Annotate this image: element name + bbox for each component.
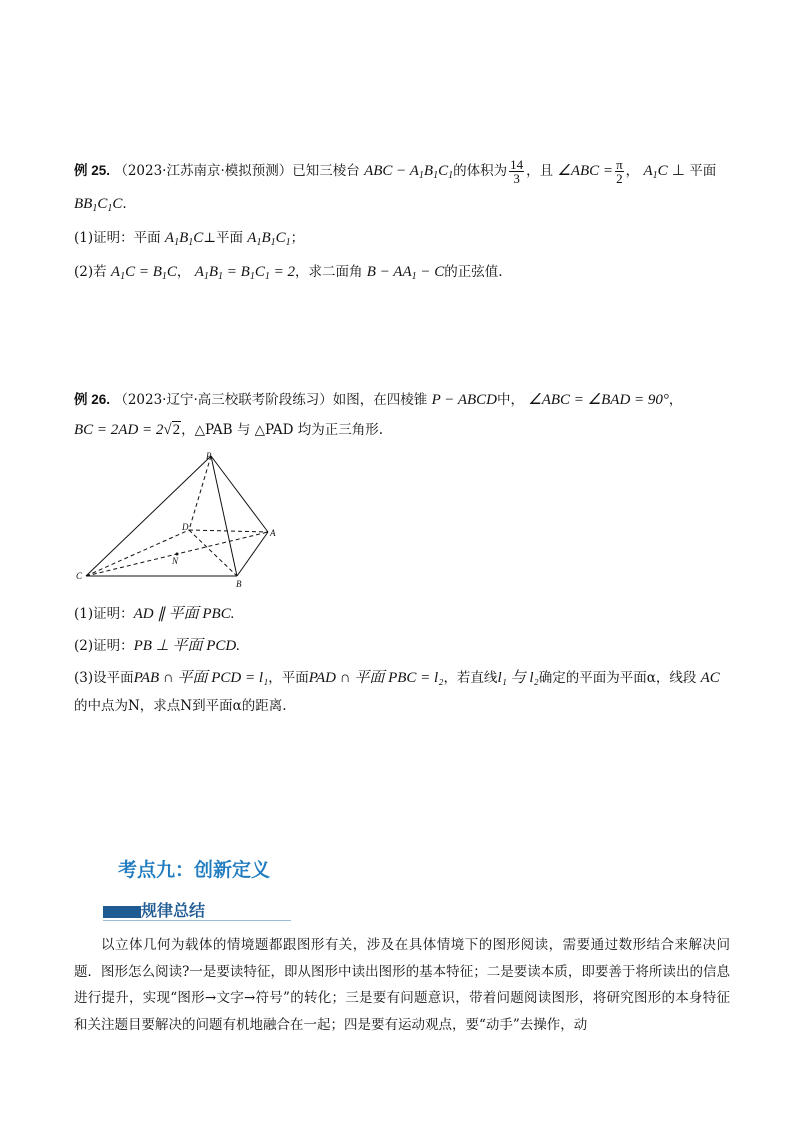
ex26-angles: ∠ABC = ∠BAD = 90° <box>528 392 669 408</box>
ex25-q2-c: 的正弦值. <box>444 264 503 280</box>
ex26-line2 <box>74 420 383 440</box>
ex25-q1 <box>74 228 304 253</box>
ex25-q2-label: (2)若 <box>74 264 107 280</box>
volume-denominator: 3 <box>513 171 520 186</box>
ex26-q3-line2-text: 的中点为N，求点N到平面α的距离. <box>74 698 287 714</box>
ex25-line1: 例 25. （2023·江苏南京·模拟预测）已知三棱台 ABC − $A_1B_1C_1$的体积为 $\frac{14}{3}$ ，且 ∠ABC = $\frac{\pi}{2}$ ， $A_1C$ ⊥ 平面 <box>74 157 717 186</box>
label-d: D <box>182 522 189 532</box>
ex25-line2 <box>74 194 127 219</box>
volume-numerator: 14 <box>510 157 524 172</box>
edge-da <box>189 530 268 532</box>
sqrt-radicand: 2 <box>172 422 181 438</box>
pi-denominator: 2 <box>616 171 623 186</box>
ex26-q2-body: PB ⊥ 平面 PCD. <box>133 638 241 654</box>
pyramid-figure <box>74 448 284 588</box>
ex25-q1-b: ⊥平面 <box>203 230 243 246</box>
pi-numerator: π <box>616 157 623 172</box>
ex26-line1 <box>74 390 682 410</box>
label-b: B <box>236 579 242 588</box>
ex25-q1-a: 平面 <box>133 230 161 246</box>
ex25-q1-end: ； <box>290 230 305 246</box>
ex26-q3-a: (3)设平面 <box>74 670 134 686</box>
ex26-q1 <box>74 604 234 624</box>
ex26-label: 例 26. <box>74 392 111 407</box>
edge-ba <box>237 532 268 576</box>
ex25-intro3: ，且 <box>526 163 554 179</box>
bc-equation: BC = 2AD = 2 <box>74 422 164 438</box>
ex26-intro2: 中， <box>496 392 524 408</box>
volume-fraction <box>509 158 524 185</box>
sqrt-two: √2 <box>163 422 181 438</box>
cond-lengths: $A_1B_1 = B_1C_1 = 2$ <box>194 264 295 282</box>
ex26-q2-label: (2)证明： <box>74 638 134 654</box>
ex25-intro1: 已知三棱台 <box>292 163 360 179</box>
ex25-source: （2023·江苏南京·模拟预测） <box>114 163 293 179</box>
section-title: 考点九：创新定义 <box>118 859 271 881</box>
ex25-q2-a: ， <box>176 264 191 280</box>
ex26-q3-line1 <box>74 668 720 688</box>
label-a: A <box>270 528 276 538</box>
label-c: C <box>76 571 83 581</box>
summary-paragraph: 以立体几何为载体的情境题都跟图形有关，涉及在具体情境下的图形阅读，需要通过数形结合来解决问题．图形怎么阅读?一是要读特征，即从图形中读出图形的基本特征；二是要读本质，即要善于将所读出的信息进行提升，实现“图形→文字→符号”的转化；三是要有问题意识，带着问题阅读图形，将研究图形的本身特征和关注题目要解决的问题有机地融合在一起；四是要有运动观点，要“动手”去操作，动 <box>74 937 730 1033</box>
diag-db <box>189 530 237 576</box>
edge-pc <box>86 456 211 576</box>
ex26-q3-line2 <box>74 696 287 716</box>
ex25-q1-label: (1)证明： <box>74 230 134 246</box>
ex26-intro3: ， <box>668 392 683 408</box>
ex25-q2 <box>74 262 503 287</box>
label-p: P <box>206 451 212 461</box>
pi-fraction <box>615 158 624 185</box>
ex25-intro4: ， <box>625 163 640 179</box>
cond-a1c-b1c: $A_1C = B_1C$ <box>110 264 177 282</box>
ex26-q3-e: ，若直线 <box>443 670 498 686</box>
banner-bar <box>103 906 141 918</box>
banner-rule <box>103 920 291 921</box>
ex26-q3-h: AC <box>700 670 720 686</box>
ex26-q3-d: PAD ∩ 平面 PBC = l₂ <box>308 670 444 686</box>
ex26-intro1: 如图，在四棱锥 <box>332 392 428 408</box>
ex25-label: 例 25. <box>74 163 111 178</box>
pyramid-name: P − ABCD <box>431 392 497 408</box>
ex26-q2 <box>74 636 240 656</box>
ex26-q3-c: ，平面 <box>268 670 309 686</box>
plane-a1b1c: $A_1B_1C$ <box>164 230 204 248</box>
banner-label: 规律总结 <box>141 901 206 920</box>
ex26-q1-label: (1)证明： <box>74 606 134 622</box>
ex25-period: . <box>122 196 127 212</box>
plane-a1b1c1: $A_1B_1C_1$ <box>247 230 291 248</box>
ex26-q1-body: AD ∥ 平面 PBC. <box>133 606 235 622</box>
ex25-intro2: 的体积为 <box>453 163 508 179</box>
plane-bb1c1c: $BB_1C_1C$ <box>74 196 123 214</box>
ex25-q2-b: ，求二面角 <box>294 264 363 280</box>
perp-statement: $A_1C$ <box>643 163 668 181</box>
ex26-q3-g: 确定的平面为平面α，线段 <box>538 670 697 686</box>
summary-banner <box>103 900 291 922</box>
edge-cd <box>86 530 189 576</box>
ex26-triangles: ，△PAB 与 △PAD 均为正三角形. <box>181 422 384 438</box>
ex26-q3-b: PAB ∩ 平面 PCD = l₁ <box>133 670 269 686</box>
label-n: N <box>172 556 179 566</box>
dihedral-angle: $B - AA_1 - C$ <box>366 264 445 282</box>
ex26-q3-f: l₁ 与 l₂ <box>497 670 539 686</box>
ex26-source: （2023·辽宁·高三校联考阶段练习） <box>114 392 333 408</box>
frustum-name: ABC − $A_1B_1C_1$ <box>364 163 454 181</box>
angle-abc: ∠ABC = <box>557 163 614 179</box>
